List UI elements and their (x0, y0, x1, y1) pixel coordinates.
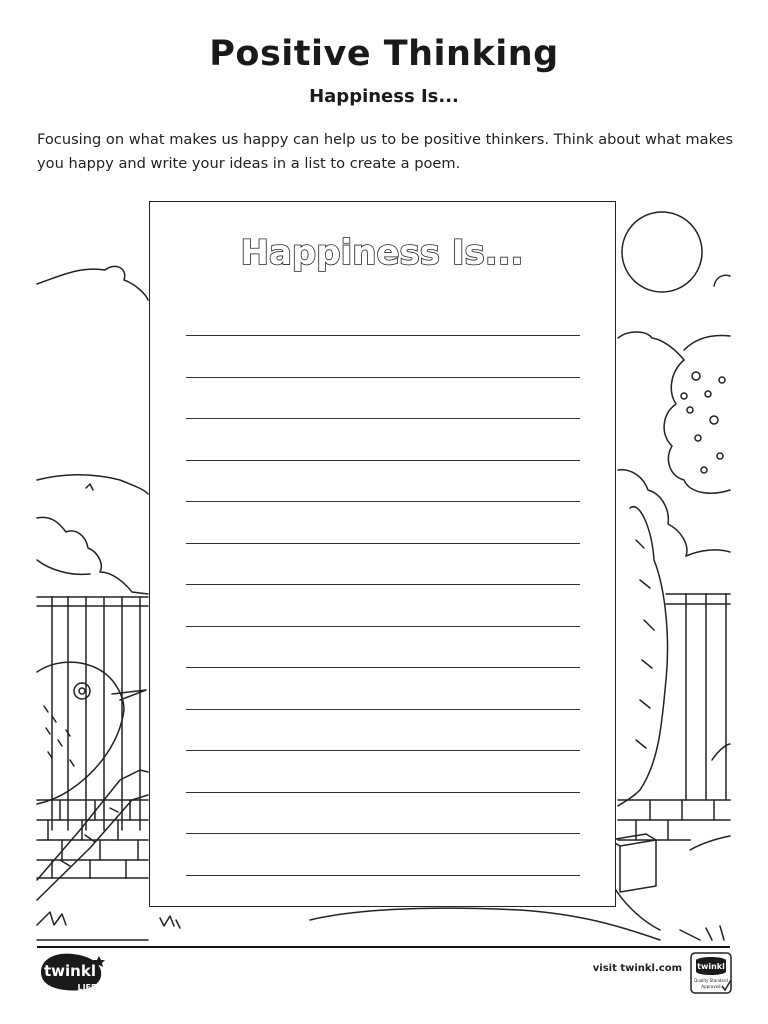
footer-divider (37, 946, 730, 948)
logo-sub: LIFE (77, 983, 97, 992)
quality-standard-badge (690, 952, 732, 994)
logo-word: twinkl (44, 962, 96, 980)
writing-line[interactable] (186, 875, 580, 876)
writing-line[interactable] (186, 543, 580, 544)
writing-line[interactable] (186, 377, 580, 378)
instructions-text: Focusing on what makes us happy can help us to be positive thinkers. Think about what makes you happy and write your ideas in a list to create a poem. (37, 131, 734, 172)
card-heading-text: Happiness Is... (240, 233, 524, 273)
page-title: Positive Thinking (209, 34, 559, 74)
writing-line[interactable] (186, 418, 580, 419)
writing-line[interactable] (186, 501, 580, 502)
writing-line[interactable] (186, 792, 580, 793)
writing-line[interactable] (186, 335, 580, 336)
badge-text-1: Quality Standard (694, 978, 728, 983)
writing-line[interactable] (186, 750, 580, 751)
writing-line[interactable] (186, 833, 580, 834)
writing-card (149, 201, 616, 907)
card-heading (150, 220, 615, 280)
writing-line[interactable] (186, 709, 580, 710)
visit-website-text: visit twinkl.com (592, 963, 682, 974)
badge-text-2: Approved (701, 984, 721, 989)
writing-line[interactable] (186, 460, 580, 461)
twinkl-life-logo (37, 950, 109, 994)
writing-line[interactable] (186, 584, 580, 585)
page-subtitle: Happiness Is... (309, 86, 459, 107)
writing-line[interactable] (186, 667, 580, 668)
badge-word: twinkl (697, 962, 725, 971)
writing-line[interactable] (186, 626, 580, 627)
